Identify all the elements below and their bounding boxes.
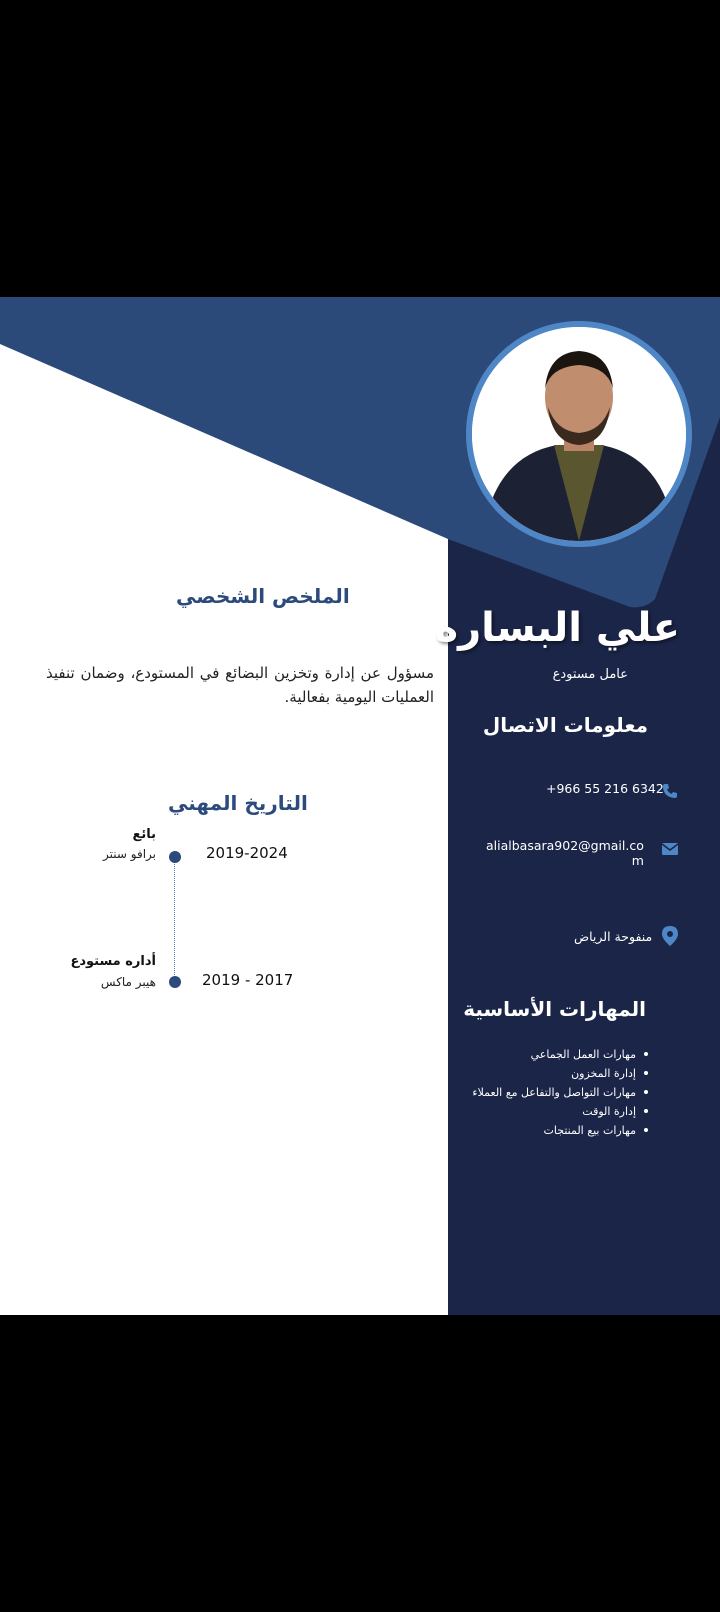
skills-heading: المهارات الأساسية xyxy=(463,997,646,1021)
timeline-dot xyxy=(169,851,181,863)
email-address[interactable] xyxy=(486,838,644,868)
email-line-1: alialbasara902@gmail.co xyxy=(486,838,644,853)
skill-item: مهارات العمل الجماعي xyxy=(472,1045,648,1064)
phone-number-text: +966 55 216 6342 xyxy=(546,781,664,796)
job-title: عامل مستودع xyxy=(552,667,628,682)
job-role: بائع xyxy=(132,827,156,842)
skill-item: إدارة الوقت xyxy=(472,1102,648,1121)
skills-list xyxy=(472,1045,648,1140)
job-years: 2019-2024 xyxy=(206,844,288,862)
location-text: منفوحة الرياض xyxy=(574,929,653,944)
skill-item: مهارات بيع المنتجات xyxy=(472,1121,648,1140)
phone-number[interactable] xyxy=(546,781,664,796)
profile-photo xyxy=(466,321,692,547)
job-role: أداره مستودع xyxy=(70,954,156,969)
contact-heading: معلومات الاتصال xyxy=(482,713,648,737)
company-name: برافو سنتر xyxy=(103,847,156,861)
skill-item: مهارات التواصل والتفاعل مع العملاء xyxy=(472,1083,648,1102)
email-icon xyxy=(662,840,678,859)
email-line-2: m xyxy=(631,853,644,868)
summary-text: مسؤول عن إدارة وتخزين البضائع في المستودع، وضمان تنفيذ العمليات اليومية بفعالية. xyxy=(46,664,434,706)
timeline-line xyxy=(174,857,175,977)
timeline-dot xyxy=(169,976,181,988)
job-years: 2019 - 2017 xyxy=(202,971,294,989)
person-name: علي البساره xyxy=(434,605,680,651)
career-history-heading: التاريخ المهني xyxy=(168,791,308,815)
skill-item: إدارة المخزون xyxy=(472,1064,648,1083)
phone-icon xyxy=(662,783,678,803)
company-name: هيبر ماكس xyxy=(100,975,156,989)
summary-heading: الملخص الشخصي xyxy=(176,584,350,608)
location-pin-icon xyxy=(662,926,678,950)
resume-page xyxy=(0,297,720,1315)
